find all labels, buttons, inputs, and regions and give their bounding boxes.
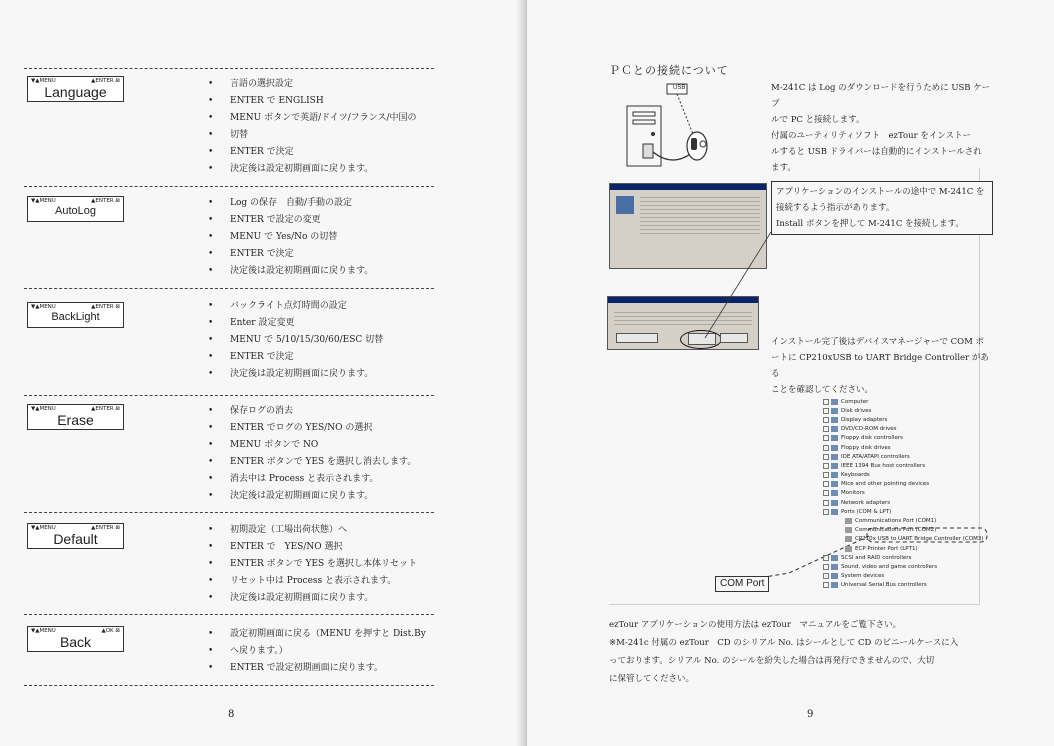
page-number: 9 [807, 709, 814, 720]
printer-port-icon [845, 546, 852, 552]
expand-icon [823, 399, 829, 405]
device-icon [831, 573, 838, 579]
bullet-item: • 設定初期画面に戻る（MENU を押すと Dist.By [208, 626, 438, 643]
expand-icon [823, 426, 829, 432]
text-line: ことを確認してください。 [771, 385, 874, 395]
lcd-left-keys: ▼▲MENU [31, 304, 56, 310]
device-icon [831, 481, 838, 487]
text-line: インストール完了後はデバイスマネージャーで COM ポ [771, 337, 985, 347]
text-line: ルすると USB ドライバーは自動的にインストールされ [771, 147, 982, 157]
lcd-label: Language [44, 84, 107, 100]
port-icon [845, 527, 852, 533]
lcd-left-keys: ▼▲MENU [31, 525, 56, 531]
expand-icon [823, 472, 829, 478]
lcd-display-back [27, 626, 124, 652]
bullet-list-autolog [208, 195, 438, 280]
device-tree-subitem-cp210x [823, 535, 993, 544]
device-tree-item [823, 443, 993, 452]
text-line: M-241C は Log のダウンロードを行うために USB ケーブ [771, 83, 991, 109]
text-line: 接続するよう指示があります。 [776, 203, 895, 213]
text-line: ます。 [771, 163, 796, 173]
lcd-label: AutoLog [55, 205, 96, 217]
device-tree-item [823, 397, 993, 406]
device-label: Ports (COM & LPT) [841, 508, 892, 515]
port-icon [845, 536, 852, 542]
device-label: SCSI and RAID controllers [841, 554, 912, 561]
device-label: System devices [841, 573, 885, 580]
bullet-item: • 切替 [208, 127, 438, 144]
manual-page-right [527, 0, 1054, 746]
device-icon [831, 445, 838, 451]
lcd-right-keys: ▲ENTER ⊠ [91, 78, 120, 84]
device-icon [831, 435, 838, 441]
bullet-item: • MENU で Yes/No の切替 [208, 229, 438, 246]
device-tree-item [823, 452, 993, 461]
port-icon [831, 509, 838, 515]
text-line: に保管してください。 [609, 674, 695, 684]
device-tree-item [823, 572, 993, 581]
expand-icon [823, 454, 829, 460]
lcd-label: Default [53, 531, 98, 547]
bullet-item: • MENU で 5/10/15/30/60/ESC 切替 [208, 332, 438, 349]
lcd-display-default [27, 523, 124, 549]
bullet-item: • 決定後は設定初期画面に戻ります。 [208, 590, 438, 607]
text-line: ルで PC と接続します。 [771, 115, 865, 125]
lcd-display-backlight [27, 302, 124, 328]
lcd-left-keys: ▼▲MENU [31, 198, 56, 204]
port-icon [845, 518, 852, 524]
device-label: DVD/CD-ROM drives [841, 426, 897, 433]
bullet-item: • リセット中は Process と表示されます。 [208, 573, 438, 590]
bullet-item: • ENTER で決定 [208, 246, 438, 263]
bullet-item: • MENU ボタンで NO [208, 437, 438, 454]
device-icon [831, 408, 838, 414]
bullet-item: • バックライト点灯時間の設定 [208, 298, 438, 315]
bullet-item: • 保存ログの消去 [208, 403, 438, 420]
device-icon [831, 582, 838, 588]
bullet-item: • 消去中は Process と表示されます。 [208, 471, 438, 488]
text-line: ※M-241c 付属の ezTour CD のシリアル No. はシールとして CD のビニールケースに入 [609, 638, 959, 648]
device-tree-subitem [823, 544, 993, 553]
bullet-item: • Log の保存 自動/手動の設定 [208, 195, 438, 212]
lcd-right-keys: ▲ENTER ⊠ [91, 198, 120, 204]
device-tree-item [823, 507, 993, 516]
bullet-item: • 決定後は設定初期画面に戻ります。 [208, 161, 438, 178]
divider [24, 614, 434, 615]
usb-label: USB [673, 85, 686, 91]
device-tree-item [823, 553, 993, 562]
text-line: アプリケーションのインストールの途中で M-241C を [776, 187, 985, 197]
expand-icon [823, 555, 829, 561]
device-label: Mice and other pointing devices [841, 481, 930, 488]
text-line: ートに CP210xUSB to UART Bridge Controller がある [771, 353, 989, 379]
expand-icon [823, 573, 829, 579]
expand-icon [823, 445, 829, 451]
device-label: Sound, video and game controllers [841, 563, 938, 570]
bullet-item: • ENTER で ENGLISH [208, 93, 438, 110]
device-label: Communications Port (COM1) [855, 518, 937, 525]
device-icon [831, 399, 838, 405]
device-tree-item [823, 434, 993, 443]
device-icon [831, 472, 838, 478]
bullet-item: • ENTER で設定の変更 [208, 212, 438, 229]
device-icon [831, 564, 838, 570]
divider [24, 186, 434, 187]
device-tree-subitem [823, 516, 993, 525]
lcd-right-keys: ▲OK ⊠ [101, 628, 120, 634]
device-icon [831, 426, 838, 432]
section-heading: ＰＣとの接続について [609, 64, 729, 77]
expand-icon [823, 417, 829, 423]
com-port-label: COM Port [715, 576, 769, 592]
bullet-item: • MENU ボタンで英語/ドイツ/フランス/中国の [208, 110, 438, 127]
expand-icon [823, 481, 829, 487]
expand-icon [823, 408, 829, 414]
install-instruction-box [771, 181, 993, 235]
lcd-display-language [27, 76, 124, 102]
bullet-list-back [208, 626, 438, 677]
bullet-item: • 決定後は設定初期画面に戻ります。 [208, 263, 438, 280]
bullet-list-backlight [208, 298, 438, 383]
device-label: Monitors [841, 490, 865, 497]
bullet-item: • 決定後は設定初期画面に戻ります。 [208, 366, 438, 383]
device-label: Network adapters [841, 499, 891, 506]
lcd-left-keys: ▼▲MENU [31, 78, 56, 84]
lcd-label: Back [59, 634, 92, 650]
device-label: IDE ATA/ATAPI controllers [841, 453, 910, 460]
device-icon [831, 454, 838, 460]
device-tree-item [823, 415, 993, 424]
device-tree-item [823, 471, 993, 480]
page-number: 8 [228, 709, 235, 720]
bullet-item: • 言語の選択設定 [208, 76, 438, 93]
device-icon [831, 417, 838, 423]
device-label: Computer [841, 398, 869, 405]
bullet-item: • ENTER で YES/NO 選択 [208, 539, 438, 556]
device-tree-item [823, 461, 993, 470]
lcd-label: Erase [57, 412, 94, 428]
device-label: CP210x USB to UART Bridge Controller (COM3) [855, 536, 984, 543]
divider [24, 685, 434, 686]
bullet-item: • ENTER でログの YES/NO の選択 [208, 420, 438, 437]
divider [24, 68, 434, 69]
device-icon [831, 555, 838, 561]
divider [24, 512, 434, 513]
expand-icon [823, 582, 829, 588]
bullet-item: • へ戻ります。） [208, 643, 438, 660]
device-manager-tree [823, 397, 993, 590]
text-line: Install ボタンを押して M-241C を接続します。 [776, 219, 964, 229]
bullet-list-language [208, 76, 438, 178]
lcd-left-keys: ▼▲MENU [31, 406, 56, 412]
expand-icon [823, 435, 829, 441]
device-tree-item [823, 489, 993, 498]
device-label: Keyboards [841, 472, 870, 479]
device-tree-item [823, 581, 993, 590]
text-line: 付属のユーティリティソフト ezTour をインストー [771, 131, 972, 141]
bullet-item: • Enter 設定変更 [208, 315, 438, 332]
bullet-item: • ENTER で決定 [208, 144, 438, 161]
device-label: Universal Serial Bus controllers [841, 582, 927, 589]
lcd-display-autolog [27, 196, 124, 222]
lcd-display-erase [27, 404, 124, 430]
paragraph-device-manager [771, 334, 996, 398]
expand-icon [823, 500, 829, 506]
lcd-left-keys: ▼▲MENU [31, 628, 56, 634]
device-tree-subitem [823, 526, 993, 535]
text-line: っております。シリアル No. のシールを紛失した場合は再発行できませんので、大切 [609, 656, 935, 666]
expand-icon [823, 463, 829, 469]
bullet-item: • ENTER で設定初期画面に戻ります。 [208, 660, 438, 677]
expand-icon [823, 564, 829, 570]
device-label: Disk drives [841, 407, 872, 414]
device-label: Floppy disk drives [841, 444, 891, 451]
bullet-item: • ENTER ボタンで YES を選択し本体リセット [208, 556, 438, 573]
bullet-item: • ENTER ボタンで YES を選択し消去します。 [208, 454, 438, 471]
device-icon [831, 500, 838, 506]
collapse-icon [823, 509, 829, 515]
device-label: Display adapters [841, 416, 888, 423]
device-label: IEEE 1394 Bus host controllers [841, 462, 926, 469]
bullet-item: • 初期設定（工場出荷状態）へ [208, 522, 438, 539]
text-line: ezTour アプリケーションの使用方法は ezTour マニュアルをご覧下さい。 [609, 620, 902, 630]
device-label: Communications Port (COM2) [855, 527, 937, 534]
bullet-item: • ENTER で決定 [208, 349, 438, 366]
bullet-list-erase [208, 403, 438, 505]
divider [24, 395, 434, 396]
device-tree-item [823, 498, 993, 507]
device-tree-item [823, 480, 993, 489]
device-icon [831, 490, 838, 496]
lcd-right-keys: ▲ENTER ⊠ [91, 525, 120, 531]
divider [24, 288, 434, 289]
device-label: ECP Printer Port (LPT1) [855, 545, 918, 552]
device-label: Floppy disk controllers [841, 435, 903, 442]
lcd-right-keys: ▲ENTER ⊠ [91, 406, 120, 412]
device-tree-item [823, 425, 993, 434]
footer-notes [609, 616, 984, 688]
device-icon [831, 463, 838, 469]
device-tree-item [823, 406, 993, 415]
lcd-right-keys: ▲ENTER ⊠ [91, 304, 120, 310]
bullet-item: • 決定後は設定初期画面に戻ります。 [208, 488, 438, 505]
device-tree-item [823, 562, 993, 571]
expand-icon [823, 490, 829, 496]
bullet-list-default [208, 522, 438, 607]
lcd-label: BackLight [51, 311, 100, 323]
